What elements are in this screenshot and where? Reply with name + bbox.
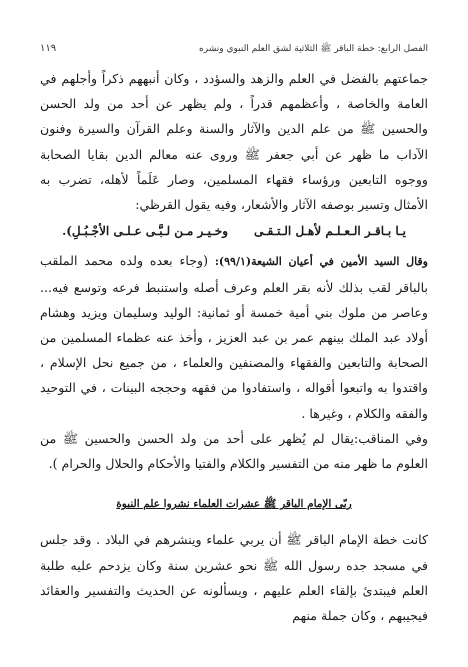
running-head-title: الفصل الرابع: خطة الباقر ﷺ الثلاثية لشق العلم النبوي ونشره (199, 44, 428, 54)
verse-hemistich-first: يـا بـاقـر الـعـلـم لأهـل الـتـقـى (254, 224, 406, 239)
paragraph: جماعتهم بالفضل في العلم والزهد والسؤدد ، وكان أنبههم ذكراً وأجلهم في العامة والخاصة ، وأعظمهم قدراً ، ولم يظهر عن أحد من ولد الحسن والحسين ﷺ من علم الدين والآثار والسنة وعلم القرآن والسيرة وفنون الآداب ما ظهر عن أبي جعفر ﷺ وروى عنه معالم الدين بقايا الصحابة ووجوه التابعين ورؤساء فقهاء المسلمين، وصار عَلَماً لأهله، تضرب به الأمثال وتسير بوصفه الآثار والأشعار، وفيه يقول القرظي: (40, 71, 428, 213)
body-text (40, 66, 428, 628)
citation-lead: وقال السيد الأمين في أعيان الشيعة(٩٩/١): (214, 255, 428, 269)
running-head (40, 42, 428, 56)
verse-hemistich-second: وخـيـر مـن لـبَّـى عـلـى الأجْـبُـلِ). (62, 224, 229, 239)
paragraph: وفي المناقب:يقال لم يُظهر على أحد من ولد الحسن والحسين ﷺ من العلوم ما ظهر منه من التفسير والكلام والفتيا والأحكام والحلال والحرام ). (40, 430, 428, 472)
paragraph: كانت خطة الإمام الباقر ﷺ أن يربي علماء وينشرهم في البلاد . وقد جلس في مسجد جده رسول الله ﷺ نحو عشرين سنة وكان يزدحم عليه طلبة العلم فيبتدئ بإلقاء العلم عليهم ، ويسألونه عن الحديث والتفسير والعقائد فيجيبهم ، وكان جملة منهم (40, 532, 428, 624)
page-number: ١١٩ (40, 43, 57, 54)
section-heading: ربّى الإمام الباقر ﷺ عشرات العلماء نشروا علم النبوة (116, 498, 352, 511)
poem-verse (40, 219, 428, 244)
quote-text: (وجاء بعده ولده محمد الملقب بالباقر لقب بذلك لأنه بقر العلم وعرف أصله واستنبط فرعه وتوسع فيه... وعاصر من ملوك بني أمية خمسة أو ثمانية: الوليد وسليمان ويزيد وهشام أولاد عبد الملك بينهم عمر بن عبد العزيز ، وأخذ عنه عظماء المسلمين من الصحابة والتابعين والفقهاء والمصنفين والعلماء ، من جميع نحل الإسلام ، واقتدوا به واتبعوا أقواله ، واستفادوا من فقهه وحججه البينات ، في التوحيد والفقه والكلام ، وغيرها . (40, 253, 428, 421)
paragraph (40, 248, 428, 425)
